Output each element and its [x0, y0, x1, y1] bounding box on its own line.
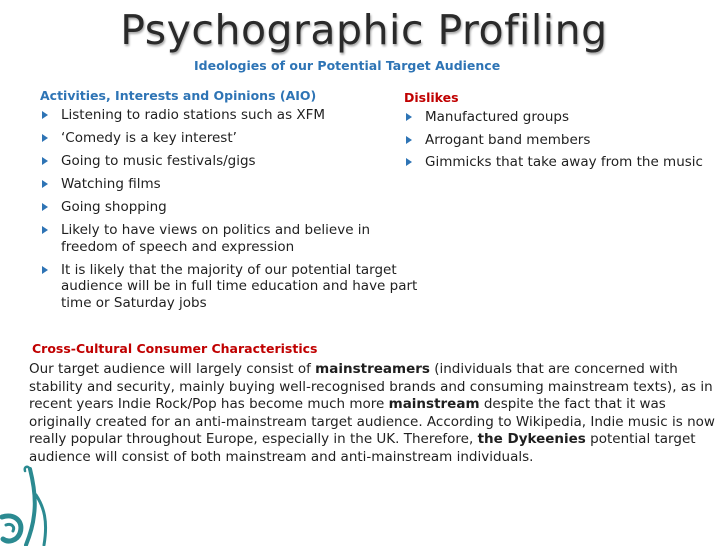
- right-triangle-bullet-icon: [42, 226, 48, 234]
- dislikes-section: [404, 90, 704, 177]
- page-subtitle: Ideologies of our Potential Target Audience: [194, 58, 501, 73]
- right-triangle-bullet-icon: [42, 157, 48, 165]
- emphasis-band-name: the Dykeenies: [477, 431, 586, 447]
- right-triangle-bullet-icon: [406, 158, 412, 166]
- right-triangle-bullet-icon: [42, 134, 48, 142]
- list-item-text: Listening to radio stations such as XFM: [61, 107, 326, 123]
- list-item-text: Watching films: [61, 176, 161, 192]
- paragraph-text: (individuals that are concerned with stability and security, mainly buying well-recognised brands and consuming mainstream texts), as in recent years Indie Rock/Pop has become much more: [29, 361, 713, 412]
- page-title: Psychographic Profiling: [120, 6, 608, 54]
- right-triangle-bullet-icon: [42, 180, 48, 188]
- emphasis-mainstreamers: mainstreamers: [315, 361, 430, 377]
- emphasis-mainstream: mainstream: [388, 396, 480, 412]
- list-item: [40, 222, 420, 255]
- list-item-text: ‘Comedy is a key interest’: [61, 130, 237, 146]
- aio-heading: Activities, Interests and Opinions (AIO): [40, 88, 317, 103]
- list-item-text: Arrogant band members: [425, 131, 591, 148]
- list-item-text: It is likely that the majority of our potential target audience will be in full time education and have part time or Saturday jobs: [61, 261, 418, 311]
- list-item: [40, 176, 420, 193]
- right-triangle-bullet-icon: [406, 136, 412, 144]
- aio-list: [40, 107, 420, 311]
- list-item: [40, 262, 420, 312]
- list-item: [404, 109, 704, 126]
- paragraph-text: potential target audience will consist of both mainstream and anti-mainstream individuals.: [29, 431, 696, 465]
- dislikes-heading: Dislikes: [404, 90, 459, 105]
- right-triangle-bullet-icon: [42, 266, 48, 274]
- list-item: [40, 199, 420, 216]
- list-item-text: Manufactured groups: [425, 109, 569, 125]
- list-item-text: Gimmicks that take away from the music: [425, 154, 703, 170]
- dislikes-list: [404, 109, 704, 171]
- list-item-text: Going to music festivals/gigs: [61, 153, 256, 169]
- right-triangle-bullet-icon: [406, 113, 412, 121]
- cross-cultural-paragraph: [29, 361, 723, 466]
- cross-cultural-heading: Cross-Cultural Consumer Characteristics: [32, 341, 318, 356]
- list-item-text: Likely to have views on politics and believe in freedom of speech and expression: [61, 222, 371, 255]
- list-item: [40, 130, 420, 147]
- aio-section: [40, 88, 420, 318]
- paragraph-text: Our target audience will largely consist of: [29, 361, 316, 377]
- right-triangle-bullet-icon: [42, 111, 48, 119]
- list-item-text: Going shopping: [61, 199, 167, 215]
- list-item: [40, 153, 420, 170]
- list-item: [404, 154, 704, 171]
- list-item: [404, 132, 704, 149]
- paragraph-text: despite the fact that it was originally created for an anti-mainstream target audience. According to Wikipedia, Indie music is now really popular throughout Europe, especially in the UK. Therefore,: [29, 396, 715, 447]
- right-triangle-bullet-icon: [42, 203, 48, 211]
- list-item: [40, 107, 420, 124]
- swirl-logo-icon: [0, 455, 62, 546]
